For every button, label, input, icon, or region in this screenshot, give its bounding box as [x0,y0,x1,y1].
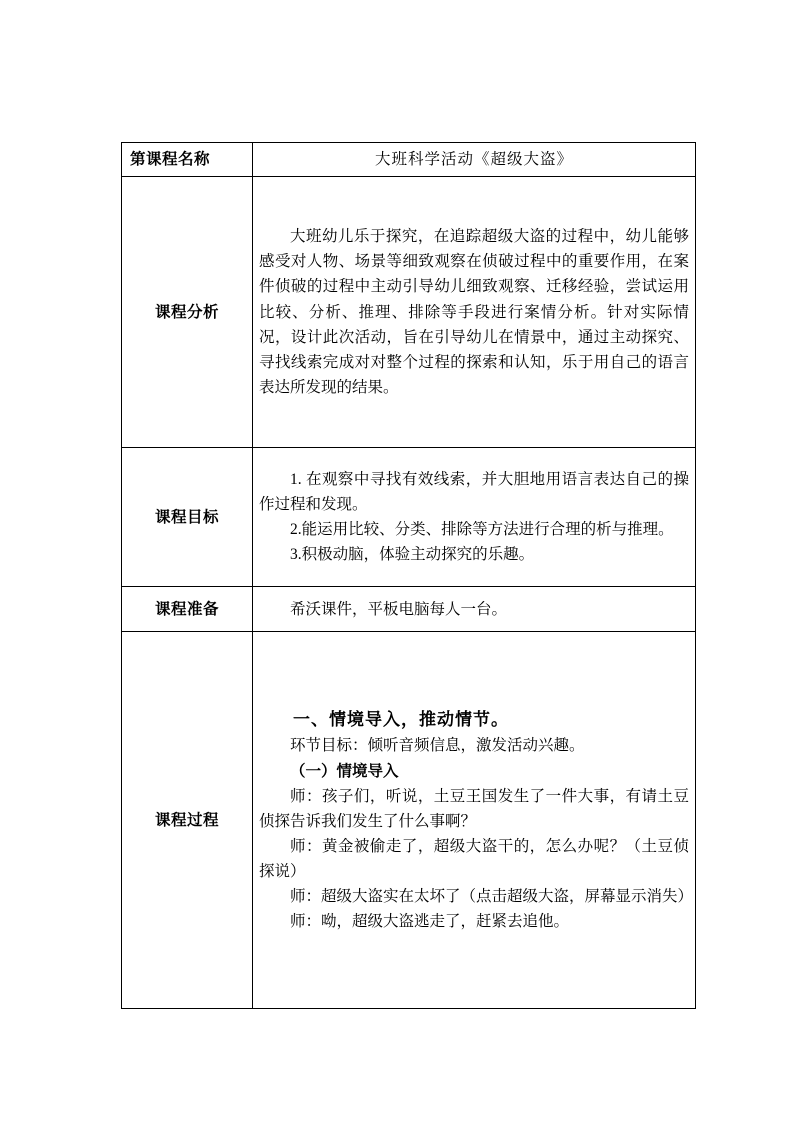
lesson-plan-table [121,142,696,1009]
label-text-course-name: 课程名称 [146,151,211,168]
analysis-paragraph: 大班幼儿乐于探究，在追踪超级大盗的过程中，幼儿能够感受对人物、场景等细致观察在侦破过程中的重要作用，在案件侦破的过程中主动引导幼儿细致观察、迁移经验，尝试运用比较、分析、推理、排除等手段进行案情分析。针对实际情况，设计此次活动，旨在引导幼儿在情景中，通过主动探究、寻找线索完成对对整个过程的探索和认知，乐于用自己的语言表达所发现的结果。 [259,228,689,396]
process-dialogue-3: 师：超级大盗实在太坏了（点击超级大盗，屏幕显示消失） [290,888,694,906]
process-section-title: （一）情境导入 [290,762,399,780]
table-row-course-analysis [122,177,696,448]
goal-item-3: 3.积极动脑，体验主动探究的乐趣。 [290,546,535,564]
table-row-course-process [122,632,696,1009]
row-label-course-name [122,143,253,177]
row-content-course-process [253,632,696,1009]
table-row-course-name [122,143,696,177]
process-heading: 一、情境导入，推动情节。 [293,709,509,729]
row-label-course-preparation: 课程准备 [122,587,253,632]
process-dialogue-4: 师：呦，超级大盗逃走了，赶紧去追他。 [290,913,570,931]
row-label-course-goals: 课程目标 [122,448,253,587]
preparation-text: 希沃课件，平板电脑每人一台。 [290,600,508,618]
process-dialogue-2: 师：黄金被偷走了，超级大盗干的，怎么办呢？（土豆侦探说） [259,837,689,880]
row-content-course-goals [253,448,696,587]
row-content-course-name: 大班科学活动《超级大盗》 [253,143,696,177]
row-content-course-preparation [253,587,696,632]
process-subheading: 环节目标：倾听音频信息，激发活动兴趣。 [290,737,585,755]
row-label-course-process: 课程过程 [122,632,253,1009]
goal-item-1: 1. 在观察中寻找有效线索，并大胆地用语言表达自己的操作过程和发现。 [259,470,689,513]
table-row-course-goals [122,448,696,587]
row-label-course-analysis: 课程分析 [122,177,253,448]
process-dialogue-1: 师：孩子们，听说，土豆王国发生了一件大事，有请土豆侦探告诉我们发生了什么事啊？ [259,787,689,830]
goal-item-2: 2.能运用比较、分类、排除等方法进行合理的析与推理。 [290,521,674,539]
row-content-course-analysis [253,177,696,448]
label-prefix-char: 第 [130,151,147,168]
table-row-course-preparation [122,587,696,632]
